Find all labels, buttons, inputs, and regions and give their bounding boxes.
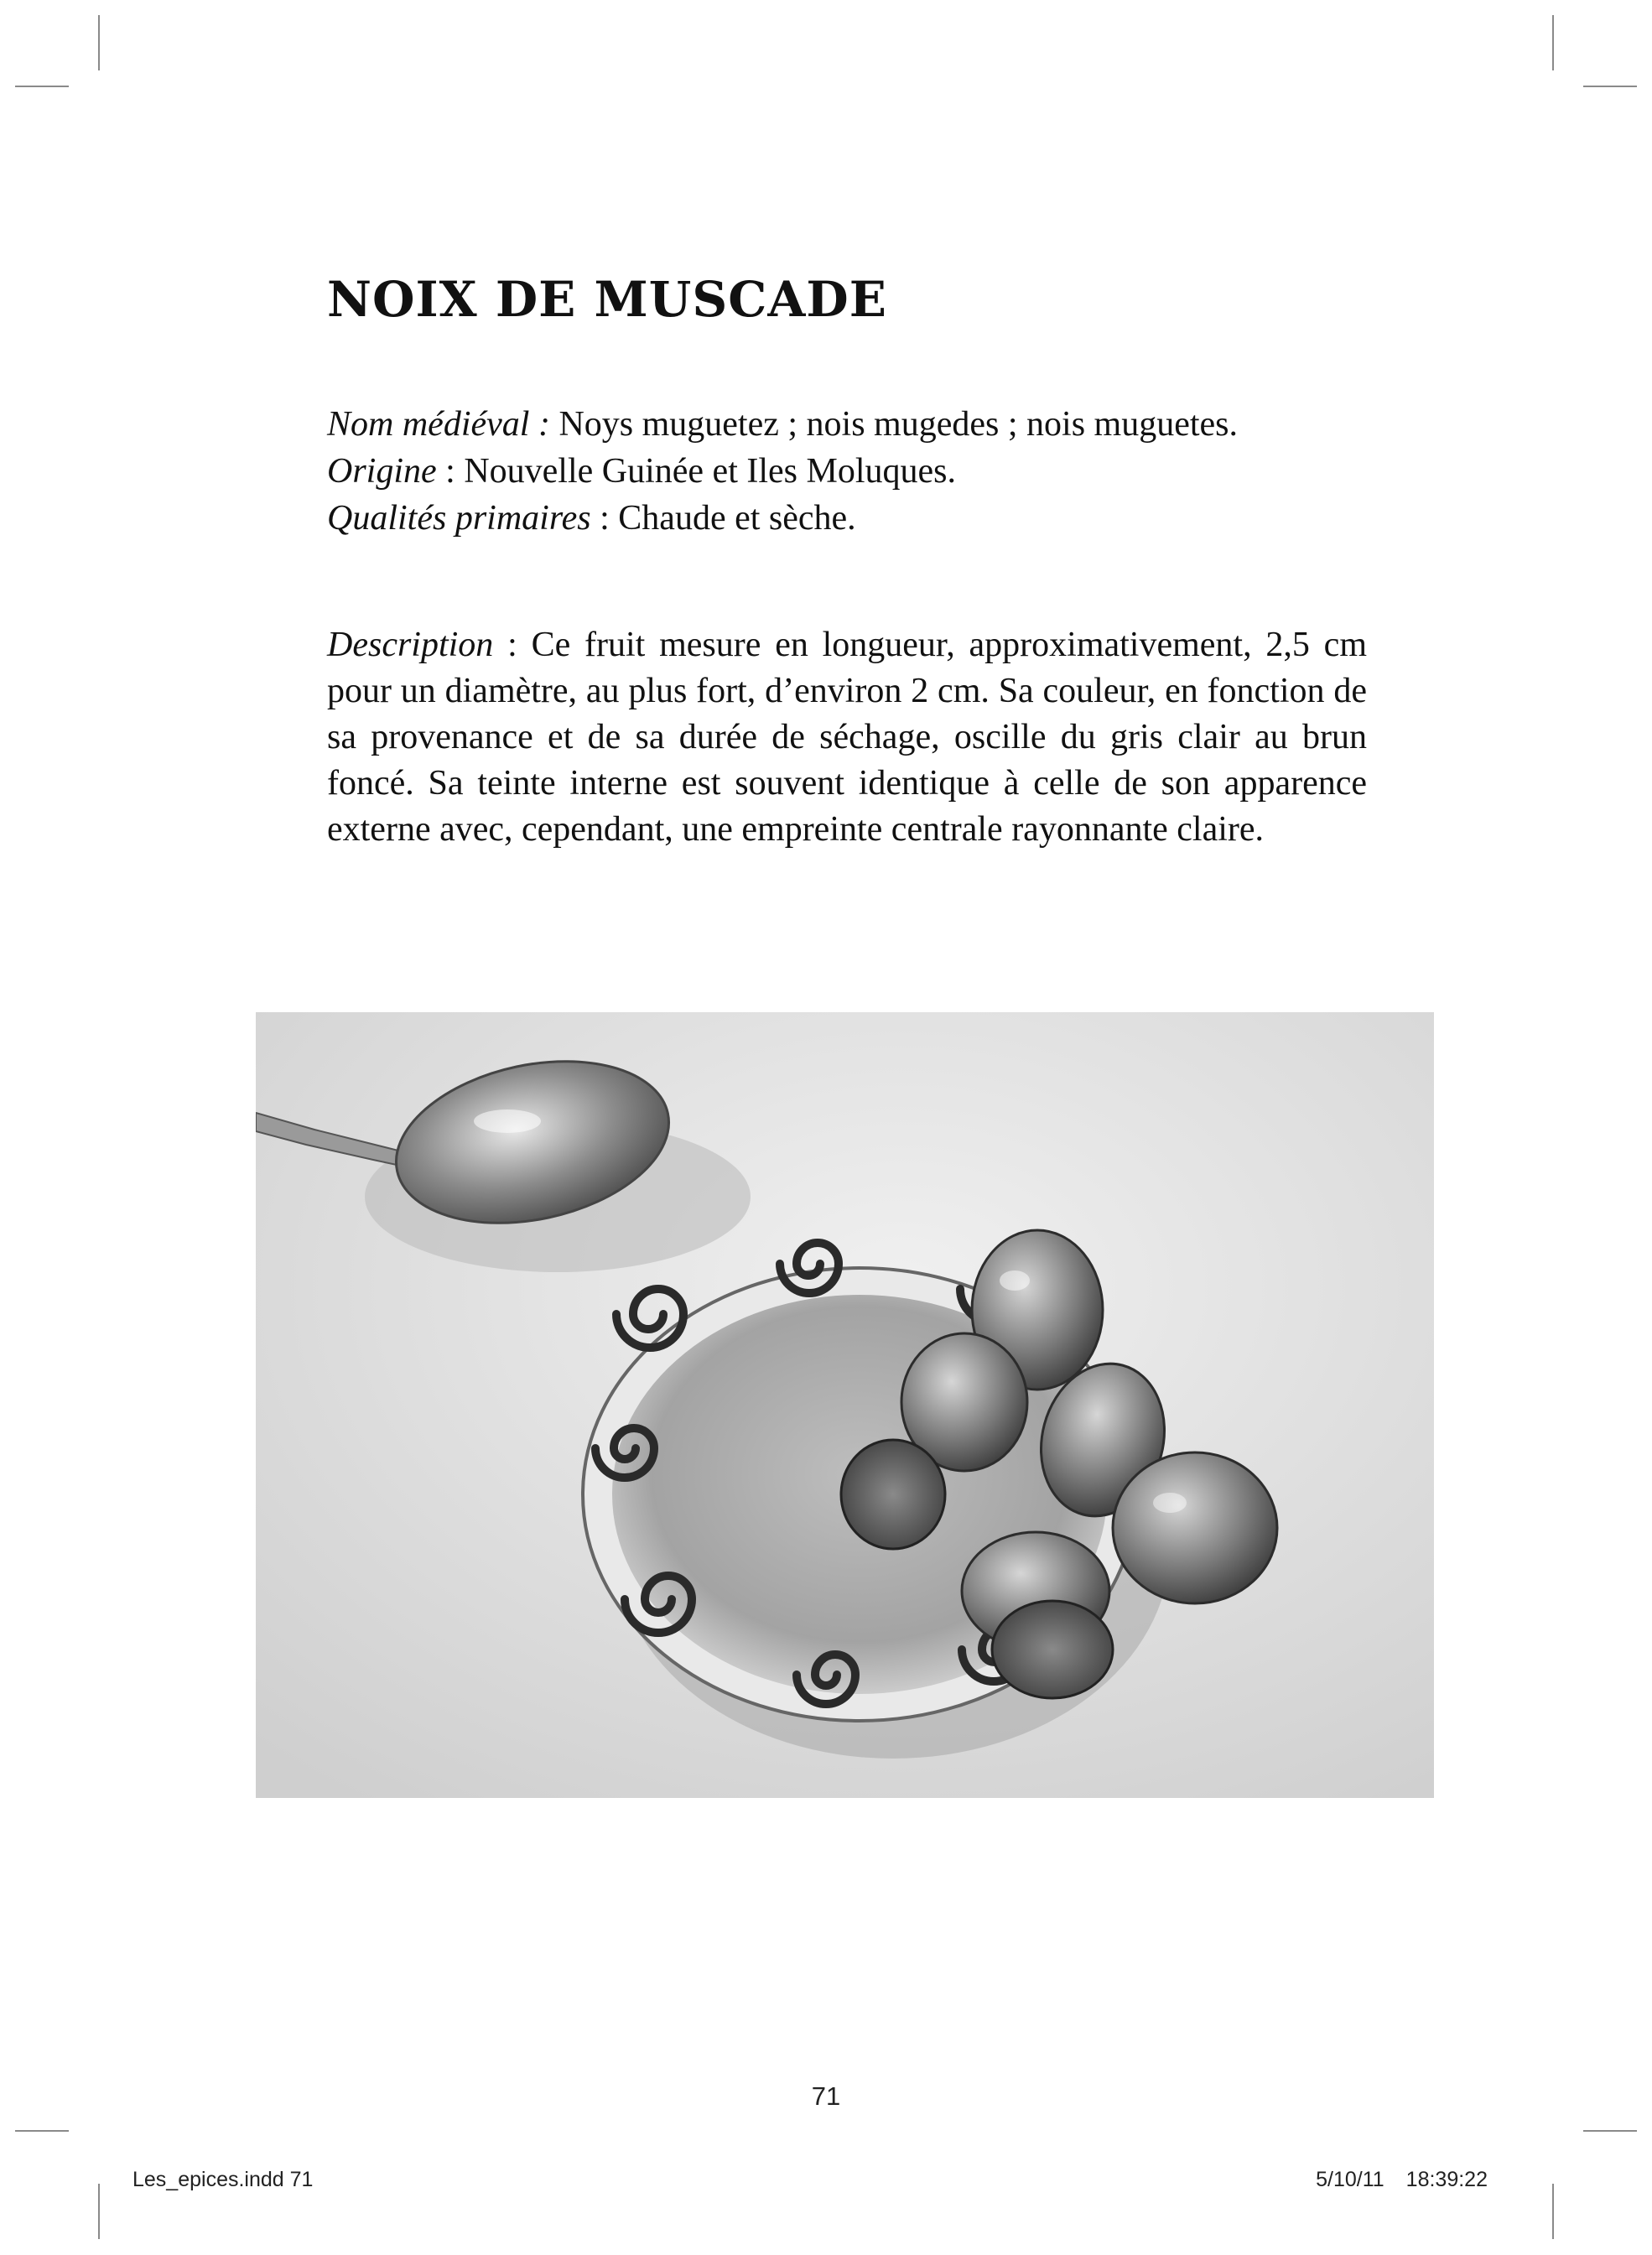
crop-mark-top-right (1552, 15, 1554, 70)
qualites-label: Qualités primaires (327, 499, 591, 538)
nom-medieval-value: Noys muguetez ; nois mugedes ; nois muguetes. (549, 405, 1239, 444)
nutmeg-bowl-illustration (256, 1012, 1434, 1798)
spice-metadata (327, 401, 1367, 542)
crop-mark-bottom-left (98, 2184, 100, 2239)
page-title: NOIX DE MUSCADE (327, 271, 887, 328)
crop-mark-bottom-right-h (1583, 2130, 1637, 2132)
slug-file: Les_epices.indd 71 (132, 2168, 314, 2191)
page-number: 71 (811, 2081, 841, 2111)
slug-timestamp (1316, 2168, 1488, 2192)
nutmeg-photo (256, 1012, 1434, 1798)
origine-line (327, 448, 1367, 495)
crop-mark-bottom-right (1552, 2184, 1554, 2239)
description-text: : Ce fruit mesure en longueur, approximativement, 2,5 cm pour un diamètre, au plus fort, d’environ 2 cm. Sa couleur, en fonction de sa provenance et de sa durée de séchage, oscille du gris clair au brun foncé. Sa teinte interne est souvent identique à celle de son apparence externe avec, cependant, une empreinte centrale rayonnante claire. (327, 626, 1367, 849)
nom-medieval-label: Nom médiéval : (327, 405, 550, 444)
slug-date: 5/10/11 (1316, 2168, 1384, 2191)
description-paragraph (327, 622, 1367, 853)
origine-value: : Nouvelle Guinée et Iles Moluques. (436, 452, 957, 491)
crop-mark-top-left (98, 15, 100, 70)
description-label: Description (327, 626, 494, 664)
qualites-line (327, 495, 1367, 542)
crop-mark-bottom-left-h (15, 2130, 69, 2132)
crop-mark-top-right-h (1583, 86, 1637, 87)
qualites-value: : Chaude et sèche. (590, 499, 856, 538)
crop-mark-top-left-h (15, 86, 69, 87)
origine-label: Origine (327, 452, 437, 491)
slug-time: 18:39:22 (1405, 2168, 1488, 2191)
nom-medieval-line (327, 401, 1367, 448)
